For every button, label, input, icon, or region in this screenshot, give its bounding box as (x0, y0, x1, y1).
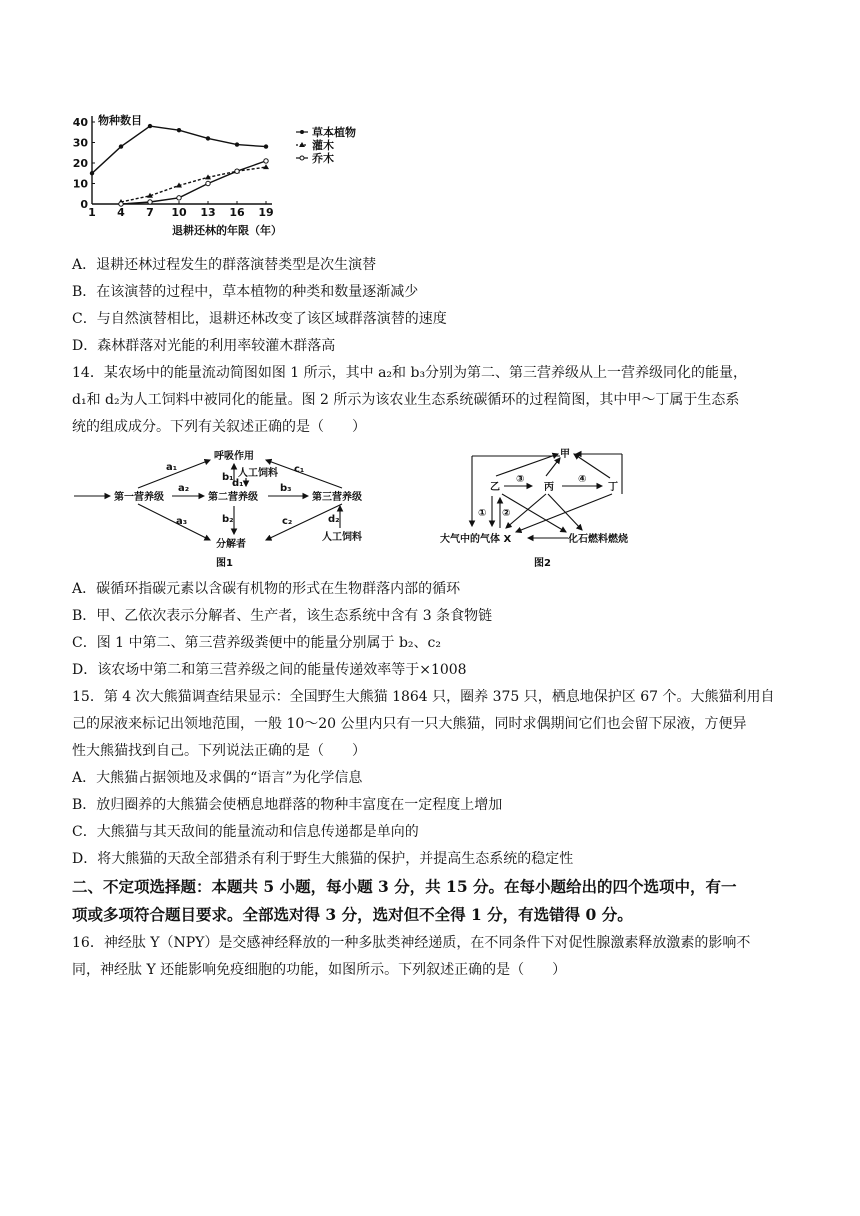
fig1-feed-bottom: 人工饲料 (322, 532, 362, 543)
chart-point-herb (206, 136, 210, 140)
fig1-feed-top: 人工饲料 (238, 468, 278, 479)
section-2-heading-line-1: 二、不定项选择题：本题共 5 小题，每小题 3 分，共 15 分。在每小题给出的四个选项中，有一 (72, 877, 737, 896)
legend-label-herb: 草本植物 (312, 126, 356, 139)
fig1-level2: 第二营养级 (208, 492, 258, 503)
fig1-b3: b₃ (280, 483, 292, 494)
chart-x-tick-label: 4 (117, 206, 125, 219)
chart-x-tick-label: 19 (258, 206, 274, 219)
q14-stem-line-2: d₁和 d₂为人工饲料中被同化的能量。图 2 所示为该农业生态系统碳循环的过程简图，其中甲～丁属于生态系 (72, 392, 740, 408)
q14-stem-line-3: 统的组成成分。下列有关叙述正确的是（ ） (72, 419, 366, 435)
chart-point-shrub (263, 164, 269, 169)
fig2-n4: ④ (578, 474, 587, 485)
chart-x-tick-label: 1 (88, 206, 96, 219)
q16-stem-line-1: 16．神经肽 Y（NPY）是交感神经释放的一种多肽类神经递质，在不同条件下对促性腺激素释放激素的影响不 (72, 935, 751, 951)
q13-option-b: B．在该演替的过程中，草本植物的种类和数量逐渐减少 (72, 284, 419, 300)
fig2-gas: 大气中的气体 X (440, 534, 512, 545)
fig1-b2: b₂ (222, 514, 234, 525)
q16-stem-line-2: 同，神经肽 Y 还能影响免疫细胞的功能，如图所示。下列叙述正确的是（ ） (72, 962, 567, 978)
succession-line-chart (70, 108, 390, 240)
q15-option-d: D．将大熊猫的天敌全部猎杀有利于野生大熊猫的保护，并提高生态系统的稳定性 (72, 851, 574, 867)
fig1-d2: d₂ (328, 514, 340, 525)
q15-stem-line-3: 性大熊猫找到自己。下列说法正确的是（ ） (72, 743, 366, 759)
q14-option-b: B．甲、乙依次表示分解者、生产者，该生态系统中含有 3 条食物链 (72, 608, 493, 624)
q14-option-d: D．该农场中第二和第三营养级之间的能量传递效率等于×1008 (72, 662, 467, 678)
legend-item-tree (296, 151, 334, 165)
chart-y-tick-label: 0 (80, 198, 88, 211)
chart-ylabel: 物种数目 (98, 114, 142, 127)
fig2-bing: 丙 (544, 482, 554, 493)
legend-item-shrub (296, 138, 334, 152)
fig1-caption: 图1 (216, 558, 233, 569)
fig1-decomposer: 分解者 (216, 539, 246, 550)
q14-option-c: C．图 1 中第二、第三营养级粪便中的能量分别属于 b₂、c₂ (72, 635, 441, 651)
chart-point-herb (235, 142, 239, 146)
legend-label-shrub: 灌木 (312, 139, 334, 152)
fig2-jia: 甲 (560, 449, 570, 460)
chart-point-herb (119, 144, 123, 148)
fig1-level3: 第三营养级 (312, 492, 362, 503)
fig1-c1: c₁ (294, 464, 305, 475)
chart-point-tree (119, 202, 123, 206)
chart-series-line-shrub (121, 167, 266, 202)
fig1-respiration: 呼吸作用 (214, 451, 254, 462)
chart-legend (296, 125, 356, 165)
chart-point-herb (177, 128, 181, 132)
q13-option-c: C．与自然演替相比，退耕还林改变了该区域群落演替的速度 (72, 311, 447, 327)
fig1-level1: 第一营养级 (114, 492, 164, 503)
section-2-heading-line-2: 项或多项符合题目要求。全部选对得 3 分，选对但不全得 1 分，有选错得 0 分。 (72, 905, 633, 924)
q15-option-b: B．放归圈养的大熊猫会使栖息地群落的物种丰富度在一定程度上增加 (72, 797, 503, 813)
chart-point-tree (148, 200, 152, 204)
q13-option-d: D．森林群落对光能的利用率较灌木群落高 (72, 338, 336, 354)
energy-flow-diagram (72, 446, 412, 570)
fig2-yi: 乙 (490, 482, 500, 493)
chart-x-tick-label: 7 (146, 206, 154, 219)
fig1-c2: c₂ (282, 516, 293, 527)
chart-x-tick-label: 13 (200, 206, 216, 219)
chart-point-tree (206, 181, 210, 185)
chart-y-tick-label: 10 (72, 177, 88, 191)
chart-point-herb (90, 171, 94, 175)
chart-point-tree (235, 169, 239, 173)
chart-xlabel: 退耕还林的年限（年） (172, 224, 282, 237)
chart-point-tree (264, 159, 268, 163)
fig1-d1: d₁ (232, 478, 244, 489)
q15-option-a: A．大熊猫占据领地及求偶的“语言”为化学信息 (72, 770, 363, 786)
chart-series-line-herb (92, 126, 266, 173)
q15-stem-line-1: 15．第 4 次大熊猫调查结果显示：全国野生大熊猫 1864 只，圈养 375 只，栖息地保护区 67 个。大熊猫利用自 (72, 689, 775, 705)
carbon-cycle-diagram (436, 446, 656, 570)
fig2-n2: ② (502, 508, 511, 519)
chart-y-tick-label: 40 (72, 116, 88, 129)
fig1-a3: a₃ (176, 516, 188, 527)
fig1-a2: a₂ (178, 483, 190, 494)
chart-point-herb (264, 144, 268, 148)
chart-y-tick-label: 20 (72, 157, 88, 170)
q15-option-c: C．大熊猫与其天敌间的能量流动和信息传递都是单向的 (72, 824, 419, 840)
q14-option-a: A．碳循环指碳元素以含碳有机物的形式在生物群落内部的循环 (72, 581, 461, 597)
fig2-n1: ① (478, 508, 487, 519)
fig2-fuel: 化石燃料燃烧 (568, 534, 628, 545)
q14-stem-line-1: 14．某农场中的能量流动简图如图 1 所示，其中 a₂和 b₃分别为第二、第三营养级从上一营养级同化的能量， (72, 365, 748, 381)
fig2-n3: ③ (516, 474, 525, 485)
q15-stem-line-2: 己的尿液来标记出领地范围，一般 10～20 公里内只有一只大熊猫，同时求偶期间它们也会留下尿液，方便异 (72, 716, 747, 732)
chart-point-tree (177, 196, 181, 200)
legend-item-herb (296, 125, 356, 139)
fig1-a1: a₁ (166, 462, 178, 473)
chart-x-tick-label: 16 (229, 206, 245, 219)
fig2-caption: 图2 (534, 558, 551, 569)
legend-label-tree: 乔木 (312, 152, 334, 165)
chart-point-herb (148, 124, 152, 128)
chart-y-tick-label: 30 (72, 136, 88, 150)
q13-option-a: A．退耕还林过程发生的群落演替类型是次生演替 (72, 257, 377, 273)
fig1-b1: b₁ (222, 472, 234, 483)
chart-x-tick-label: 10 (171, 206, 187, 219)
fig2-ding: 丁 (608, 482, 618, 493)
